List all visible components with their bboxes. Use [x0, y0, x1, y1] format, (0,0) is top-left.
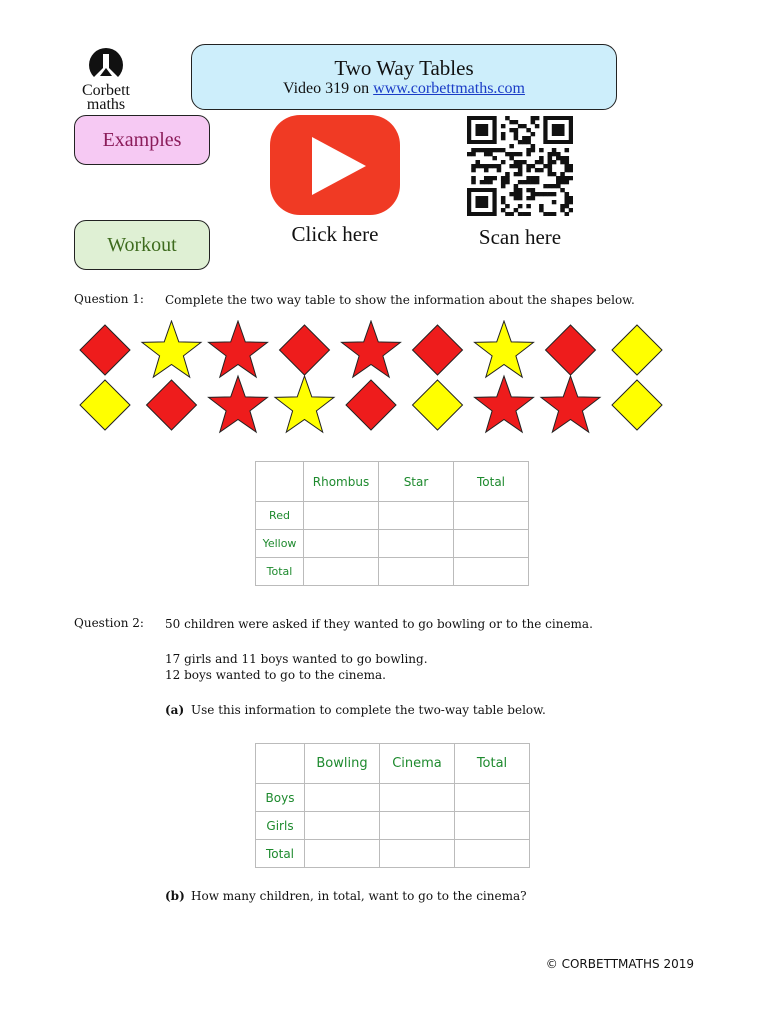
answer-cell[interactable] — [379, 530, 454, 558]
red-star-shape — [342, 321, 401, 377]
question2-line2: 12 boys wanted to go to the cinema. — [165, 668, 386, 682]
row-header-boys: Boys — [256, 784, 305, 812]
logo-mark-icon — [86, 46, 126, 84]
answer-cell[interactable] — [304, 502, 379, 530]
row-header-total: Total — [256, 840, 305, 868]
column-header-star: Star — [379, 462, 454, 502]
copyright-notice: © CORBETTMATHS 2019 — [545, 957, 694, 971]
shapes-two-way-table — [255, 461, 529, 586]
yellow-rhombus-shape — [612, 380, 662, 430]
answer-cell[interactable] — [304, 558, 379, 586]
website-link[interactable]: www.corbettmaths.com — [373, 80, 525, 97]
table-corner-cell — [256, 462, 304, 502]
row-header-red: Red — [256, 502, 304, 530]
yellow-rhombus-shape — [413, 380, 463, 430]
part-b-label: (b) — [165, 889, 185, 903]
question2-intro: 50 children were asked if they wanted to go bowling or to the cinema. — [165, 617, 593, 631]
yellow-rhombus-shape — [80, 380, 130, 430]
answer-cell[interactable] — [304, 530, 379, 558]
question1-text: Complete the two way table to show the information about the shapes below. — [165, 293, 635, 307]
logo-text-line2: maths — [86, 96, 126, 113]
yellow-star-shape — [475, 321, 534, 377]
row-header-total: Total — [256, 558, 304, 586]
red-star-shape — [541, 376, 600, 432]
part-a-text: Use this information to complete the two-way table below. — [191, 703, 546, 717]
logo-text-line1: Corbett — [82, 82, 130, 99]
click-here-label[interactable]: Click here — [291, 222, 379, 246]
play-video-icon[interactable] — [270, 115, 400, 215]
answer-cell[interactable] — [454, 558, 529, 586]
answer-cell[interactable] — [379, 558, 454, 586]
red-rhombus-shape — [546, 325, 596, 375]
qr-code-icon[interactable] — [467, 116, 573, 216]
workout-button[interactable]: Workout — [74, 220, 210, 270]
page-title: Two Way Tables — [334, 56, 474, 80]
red-star-shape — [209, 376, 268, 432]
red-rhombus-shape — [147, 380, 197, 430]
examples-button[interactable]: Examples — [74, 115, 210, 165]
answer-cell[interactable] — [380, 840, 455, 868]
row-header-girls: Girls — [256, 812, 305, 840]
red-star-shape — [209, 321, 268, 377]
question2-label: Question 2: — [74, 616, 144, 630]
column-header-rhombus: Rhombus — [304, 462, 379, 502]
part-a-label: (a) — [165, 703, 185, 717]
corbettmaths-logo — [74, 46, 138, 112]
red-rhombus-shape — [80, 325, 130, 375]
title-box — [191, 44, 617, 110]
answer-cell[interactable] — [455, 812, 530, 840]
answer-cell[interactable] — [455, 840, 530, 868]
answer-cell[interactable] — [305, 840, 380, 868]
column-header-bowling: Bowling — [305, 744, 380, 784]
answer-cell[interactable] — [379, 502, 454, 530]
answer-cell[interactable] — [454, 530, 529, 558]
scan-here-label: Scan here — [478, 225, 562, 249]
question1-label: Question 1: — [74, 292, 144, 306]
video-reference — [192, 80, 616, 98]
answer-cell[interactable] — [454, 502, 529, 530]
red-rhombus-shape — [346, 380, 396, 430]
column-header-total: Total — [454, 462, 529, 502]
red-rhombus-shape — [280, 325, 330, 375]
answer-cell[interactable] — [305, 812, 380, 840]
column-header-total: Total — [455, 744, 530, 784]
column-header-cinema: Cinema — [380, 744, 455, 784]
table-corner-cell — [256, 744, 305, 784]
answer-cell[interactable] — [305, 784, 380, 812]
video-prefix: Video 319 on — [283, 80, 374, 97]
red-rhombus-shape — [413, 325, 463, 375]
red-star-shape — [475, 376, 534, 432]
row-header-yellow: Yellow — [256, 530, 304, 558]
part-b-text: How many children, in total, want to go to the cinema? — [191, 889, 527, 903]
question2-line1: 17 girls and 11 boys wanted to go bowling. — [165, 652, 428, 666]
answer-cell[interactable] — [380, 784, 455, 812]
shapes-grid — [74, 320, 674, 440]
yellow-star-shape — [142, 321, 201, 377]
activities-two-way-table — [255, 743, 530, 868]
yellow-rhombus-shape — [612, 325, 662, 375]
answer-cell[interactable] — [455, 784, 530, 812]
yellow-star-shape — [275, 376, 334, 432]
answer-cell[interactable] — [380, 812, 455, 840]
